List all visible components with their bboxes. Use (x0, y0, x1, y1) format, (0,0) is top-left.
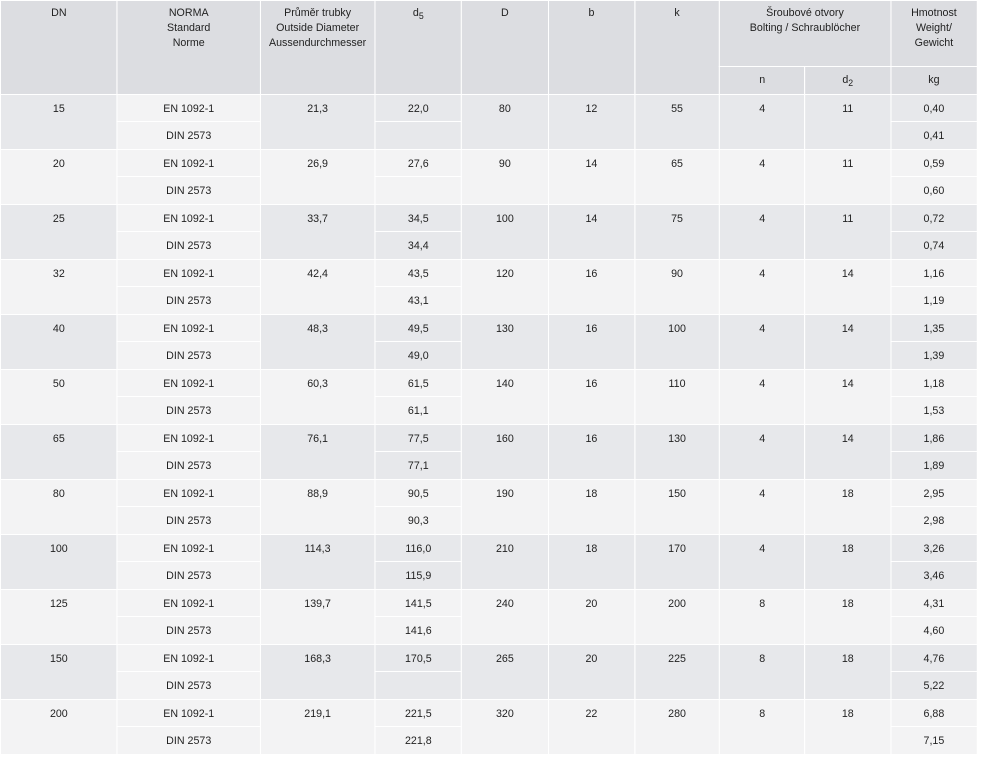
cell-d5: 27,6 (375, 150, 462, 177)
cell-d2: 14 (805, 425, 891, 480)
header-D-label: D (501, 7, 509, 19)
cell-n: 4 (719, 370, 805, 425)
cell-weight: 4,60 (891, 617, 978, 645)
cell-d5: 34,5 (375, 205, 462, 232)
cell-d5: 77,1 (375, 452, 462, 480)
header-weight (891, 1, 978, 67)
cell-d2: 18 (805, 535, 891, 590)
table-row (0, 260, 977, 287)
cell-weight: 1,19 (891, 287, 978, 315)
cell-outside-diameter: 114,3 (260, 535, 375, 590)
cell-d2: 18 (805, 480, 891, 535)
table-row (0, 370, 977, 397)
cell-d5: 49,0 (375, 342, 462, 370)
cell-standard: DIN 2573 (117, 727, 260, 755)
header-weight-line-3: Gewicht (914, 37, 954, 49)
cell-dn: 25 (0, 205, 117, 260)
header-bolting-line-2: Bolting / Schraublöcher (749, 22, 861, 34)
cell-n: 4 (719, 95, 805, 150)
cell-k: 90 (635, 260, 720, 315)
cell-d5: 90,5 (375, 480, 462, 507)
cell-weight: 0,74 (891, 232, 978, 260)
cell-dn: 20 (0, 150, 117, 205)
table-header (0, 1, 977, 95)
cell-n: 8 (719, 700, 805, 755)
cell-standard: DIN 2573 (117, 122, 260, 150)
cell-d5: 61,5 (375, 370, 462, 397)
header-b (548, 1, 635, 95)
cell-n: 8 (719, 590, 805, 645)
cell-standard: EN 1092-1 (117, 260, 260, 287)
cell-d5: 221,8 (375, 727, 462, 755)
cell-dn: 32 (0, 260, 117, 315)
header-d2 (805, 67, 891, 95)
cell-dn: 150 (0, 645, 117, 700)
cell-k: 65 (635, 150, 720, 205)
cell-d2: 11 (805, 150, 891, 205)
cell-weight: 7,15 (891, 727, 978, 755)
cell-standard: EN 1092-1 (117, 700, 260, 727)
header-d5-sub: 5 (418, 11, 424, 21)
cell-dn: 65 (0, 425, 117, 480)
table-row (0, 535, 977, 562)
cell-dn: 15 (0, 95, 117, 150)
table-row (0, 315, 977, 342)
cell-dn: 50 (0, 370, 117, 425)
header-weight-line-2: Weight/ (915, 22, 952, 34)
cell-d5: 77,5 (375, 425, 462, 452)
cell-standard: DIN 2573 (117, 617, 260, 645)
cell-b: 20 (548, 645, 635, 700)
cell-D: 190 (462, 480, 549, 535)
header-diameter-line-2: Outside Diameter (276, 22, 360, 34)
header-dn (0, 1, 117, 95)
cell-d5: 43,1 (375, 287, 462, 315)
cell-outside-diameter: 219,1 (260, 700, 375, 755)
cell-b: 14 (548, 205, 635, 260)
cell-outside-diameter: 21,3 (260, 95, 375, 150)
header-k (635, 1, 720, 95)
cell-weight: 0,40 (891, 95, 978, 122)
table-row (0, 480, 977, 507)
cell-dn: 200 (0, 700, 117, 755)
cell-D: 120 (462, 260, 549, 315)
cell-n: 4 (719, 150, 805, 205)
cell-d5 (375, 177, 462, 205)
cell-dn: 80 (0, 480, 117, 535)
cell-outside-diameter: 88,9 (260, 480, 375, 535)
table-row (0, 425, 977, 452)
cell-dn: 125 (0, 590, 117, 645)
cell-b: 16 (548, 425, 635, 480)
cell-weight: 0,41 (891, 122, 978, 150)
cell-n: 4 (719, 480, 805, 535)
cell-b: 14 (548, 150, 635, 205)
cell-n: 4 (719, 535, 805, 590)
header-bolting (719, 1, 890, 67)
cell-D: 90 (462, 150, 549, 205)
cell-standard: DIN 2573 (117, 562, 260, 590)
cell-k: 280 (635, 700, 720, 755)
cell-outside-diameter: 76,1 (260, 425, 375, 480)
cell-outside-diameter: 42,4 (260, 260, 375, 315)
cell-k: 225 (635, 645, 720, 700)
cell-dn: 40 (0, 315, 117, 370)
cell-d5: 90,3 (375, 507, 462, 535)
cell-D: 100 (462, 205, 549, 260)
cell-D: 210 (462, 535, 549, 590)
cell-d5: 221,5 (375, 700, 462, 727)
cell-standard: DIN 2573 (117, 452, 260, 480)
cell-standard: DIN 2573 (117, 232, 260, 260)
cell-outside-diameter: 33,7 (260, 205, 375, 260)
cell-weight: 0,59 (891, 150, 978, 177)
cell-D: 130 (462, 315, 549, 370)
header-diameter-line-1: Průměr trubky (284, 7, 352, 19)
cell-b: 16 (548, 260, 635, 315)
cell-b: 18 (548, 480, 635, 535)
header-d2-base: d (842, 74, 849, 86)
cell-standard: EN 1092-1 (117, 95, 260, 122)
cell-n: 4 (719, 315, 805, 370)
header-k-label: k (674, 7, 680, 19)
cell-weight: 0,72 (891, 205, 978, 232)
cell-standard: DIN 2573 (117, 507, 260, 535)
cell-standard: EN 1092-1 (117, 205, 260, 232)
cell-weight: 1,18 (891, 370, 978, 397)
header-outside-diameter (260, 1, 375, 95)
cell-n: 4 (719, 205, 805, 260)
cell-standard: EN 1092-1 (117, 590, 260, 617)
header-kg-label: kg (928, 74, 940, 86)
cell-weight: 0,60 (891, 177, 978, 205)
header-norma-line-3: Norme (172, 37, 205, 49)
cell-D: 140 (462, 370, 549, 425)
table-row (0, 205, 977, 232)
cell-standard: DIN 2573 (117, 342, 260, 370)
cell-D: 80 (462, 95, 549, 150)
cell-d5: 141,5 (375, 590, 462, 617)
table-row (0, 150, 977, 177)
header-norma (117, 1, 260, 95)
cell-d5: 61,1 (375, 397, 462, 425)
cell-standard: EN 1092-1 (117, 150, 260, 177)
header-diameter-line-3: Aussendurchmesser (268, 37, 367, 49)
cell-weight: 4,76 (891, 645, 978, 672)
cell-weight: 1,16 (891, 260, 978, 287)
cell-b: 20 (548, 590, 635, 645)
cell-outside-diameter: 26,9 (260, 150, 375, 205)
cell-weight: 1,35 (891, 315, 978, 342)
cell-standard: EN 1092-1 (117, 480, 260, 507)
cell-k: 55 (635, 95, 720, 150)
cell-d5: 43,5 (375, 260, 462, 287)
header-norma-line-1: NORMA (168, 7, 209, 19)
cell-standard: DIN 2573 (117, 672, 260, 700)
cell-weight: 6,88 (891, 700, 978, 727)
cell-D: 160 (462, 425, 549, 480)
cell-d5: 116,0 (375, 535, 462, 562)
cell-d5: 170,5 (375, 645, 462, 672)
cell-weight: 3,26 (891, 535, 978, 562)
table-row (0, 590, 977, 617)
header-weight-line-1: Hmotnost (911, 7, 957, 19)
table-row (0, 95, 977, 122)
cell-weight: 3,46 (891, 562, 978, 590)
cell-dn: 100 (0, 535, 117, 590)
cell-d2: 18 (805, 645, 891, 700)
cell-b: 16 (548, 315, 635, 370)
cell-weight: 1,53 (891, 397, 978, 425)
cell-d5: 22,0 (375, 95, 462, 122)
header-d5-base: d (412, 7, 419, 19)
cell-D: 320 (462, 700, 549, 755)
cell-d2: 14 (805, 260, 891, 315)
header-D (462, 1, 549, 95)
cell-outside-diameter: 168,3 (260, 645, 375, 700)
cell-standard: EN 1092-1 (117, 425, 260, 452)
cell-d2: 14 (805, 370, 891, 425)
cell-weight: 5,22 (891, 672, 978, 700)
cell-standard: DIN 2573 (117, 287, 260, 315)
cell-weight: 1,39 (891, 342, 978, 370)
cell-standard: EN 1092-1 (117, 315, 260, 342)
cell-outside-diameter: 48,3 (260, 315, 375, 370)
cell-d5: 49,5 (375, 315, 462, 342)
cell-n: 4 (719, 260, 805, 315)
cell-b: 22 (548, 700, 635, 755)
cell-b: 12 (548, 95, 635, 150)
cell-k: 200 (635, 590, 720, 645)
cell-d5: 115,9 (375, 562, 462, 590)
header-b-label: b (588, 7, 595, 19)
cell-n: 8 (719, 645, 805, 700)
cell-weight: 2,95 (891, 480, 978, 507)
cell-weight: 1,89 (891, 452, 978, 480)
header-kg (891, 67, 978, 95)
header-d5 (375, 1, 462, 95)
cell-k: 170 (635, 535, 720, 590)
cell-weight: 1,86 (891, 425, 978, 452)
cell-k: 110 (635, 370, 720, 425)
table-row (0, 645, 977, 672)
cell-n: 4 (719, 425, 805, 480)
cell-d5 (375, 122, 462, 150)
cell-d2: 14 (805, 315, 891, 370)
cell-standard: EN 1092-1 (117, 370, 260, 397)
cell-d2: 18 (805, 700, 891, 755)
cell-D: 265 (462, 645, 549, 700)
cell-weight: 2,98 (891, 507, 978, 535)
cell-d5: 141,6 (375, 617, 462, 645)
cell-k: 100 (635, 315, 720, 370)
table-body (0, 95, 977, 755)
cell-standard: EN 1092-1 (117, 645, 260, 672)
cell-d2: 11 (805, 95, 891, 150)
cell-d2: 18 (805, 590, 891, 645)
cell-k: 150 (635, 480, 720, 535)
cell-D: 240 (462, 590, 549, 645)
header-n-label: n (759, 74, 766, 86)
cell-weight: 4,31 (891, 590, 978, 617)
cell-b: 16 (548, 370, 635, 425)
cell-standard: DIN 2573 (117, 177, 260, 205)
header-bolting-line-1: Šroubové otvory (766, 7, 844, 19)
cell-standard: DIN 2573 (117, 397, 260, 425)
cell-b: 18 (548, 535, 635, 590)
header-d2-sub: 2 (848, 78, 854, 88)
table-row (0, 700, 977, 727)
cell-outside-diameter: 60,3 (260, 370, 375, 425)
cell-outside-diameter: 139,7 (260, 590, 375, 645)
header-dn-label: DN (51, 7, 67, 19)
cell-d5: 34,4 (375, 232, 462, 260)
cell-k: 130 (635, 425, 720, 480)
cell-d2: 11 (805, 205, 891, 260)
header-norma-line-2: Standard (167, 22, 211, 34)
cell-k: 75 (635, 205, 720, 260)
cell-standard: EN 1092-1 (117, 535, 260, 562)
header-n (719, 67, 805, 95)
cell-d5 (375, 672, 462, 700)
